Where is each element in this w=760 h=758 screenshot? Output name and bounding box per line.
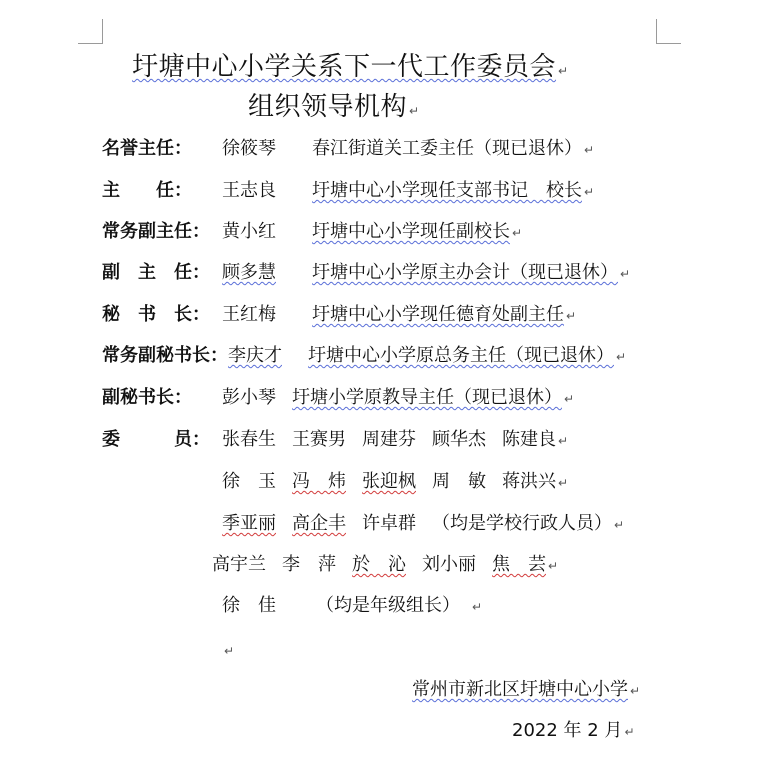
members-line-3: 季亚丽 高企丰 许卓群 （均是学校行政人员） ↵ [222, 511, 624, 538]
row-honorary-director: 名誉主任： 徐筱琴 春江街道关工委主任（现已退休） ↵ [102, 138, 595, 159]
row-director: 主 任： 王志良 圩塘中心小学现任支部书记 校长 ↵ [102, 180, 595, 201]
member-name: 高宇兰 [212, 554, 266, 575]
member-name: 高企丰 [292, 513, 346, 534]
member-name: 周建芬 [362, 429, 416, 450]
member-name: 张迎枫 [362, 471, 416, 492]
row-deputy-secretary: 副秘书长： 彭小琴 圩塘小学原教导主任（现已退休） ↵ [102, 387, 575, 408]
member-name: 於 沁 [352, 554, 406, 575]
document-title-line2: 组织领导机构 ↵ [248, 92, 420, 122]
member-note: （均是年级组长） [316, 595, 460, 616]
member-name: 许卓群 [362, 513, 416, 534]
row-executive-deputy-director: 常务副主任： 黄小红 圩塘中心小学现任副校长 ↵ [102, 221, 523, 242]
member-name: 刘小丽 [422, 554, 476, 575]
member-name: 冯 炜 [292, 471, 346, 492]
signature-organization: 常州市新北区圩塘中心小学 ↵ [412, 679, 641, 700]
member-name: 徐 佳 [222, 595, 276, 616]
members-line-5: 徐 佳 （均是年级组长） ↵ [222, 593, 482, 620]
signature-date: 2022 年 2 月 ↵ [512, 720, 635, 741]
member-name: 徐 玉 [222, 471, 276, 492]
member-name: 焦 芸 [492, 554, 546, 575]
page-corner-top-left [78, 19, 103, 44]
member-name: 季亚丽 [222, 513, 276, 534]
member-name: 顾华杰 [432, 429, 486, 450]
member-name: 王赛男 [292, 429, 346, 450]
member-name: 蒋洪兴 [502, 471, 556, 492]
members-line-1: 委 员： 张春生 王赛男 周建芬 顾华杰 陈建良 ↵ [102, 427, 568, 454]
row-secretary-general: 秘 书 长： 王红梅 圩塘中心小学现任德育处副主任 ↵ [102, 304, 577, 325]
member-name: 李 萍 [282, 554, 336, 575]
empty-paragraph: ↵ [224, 644, 235, 658]
page-corner-top-right [656, 19, 681, 44]
member-name: 陈建良 [502, 429, 556, 450]
member-note: （均是学校行政人员） [432, 513, 612, 534]
document-title-line1: 圩塘中心小学关系下一代工作委员会 ↵ [132, 52, 569, 82]
row-deputy-director: 副 主 任： 顾多慧 圩塘中心小学原主办会计（现已退休） ↵ [102, 262, 631, 283]
member-name: 周 敏 [432, 471, 486, 492]
members-line-4: 高宇兰 李 萍 於 沁 刘小丽 焦 芸 ↵ [212, 552, 558, 579]
row-executive-deputy-secretary: 常务副秘书长：李庆才 圩塘中心小学原总务主任（现已退休） ↵ [102, 345, 627, 366]
members-line-2: 徐 玉 冯 炜 张迎枫 周 敏 蒋洪兴 ↵ [222, 469, 568, 496]
member-name: 张春生 [222, 429, 276, 450]
